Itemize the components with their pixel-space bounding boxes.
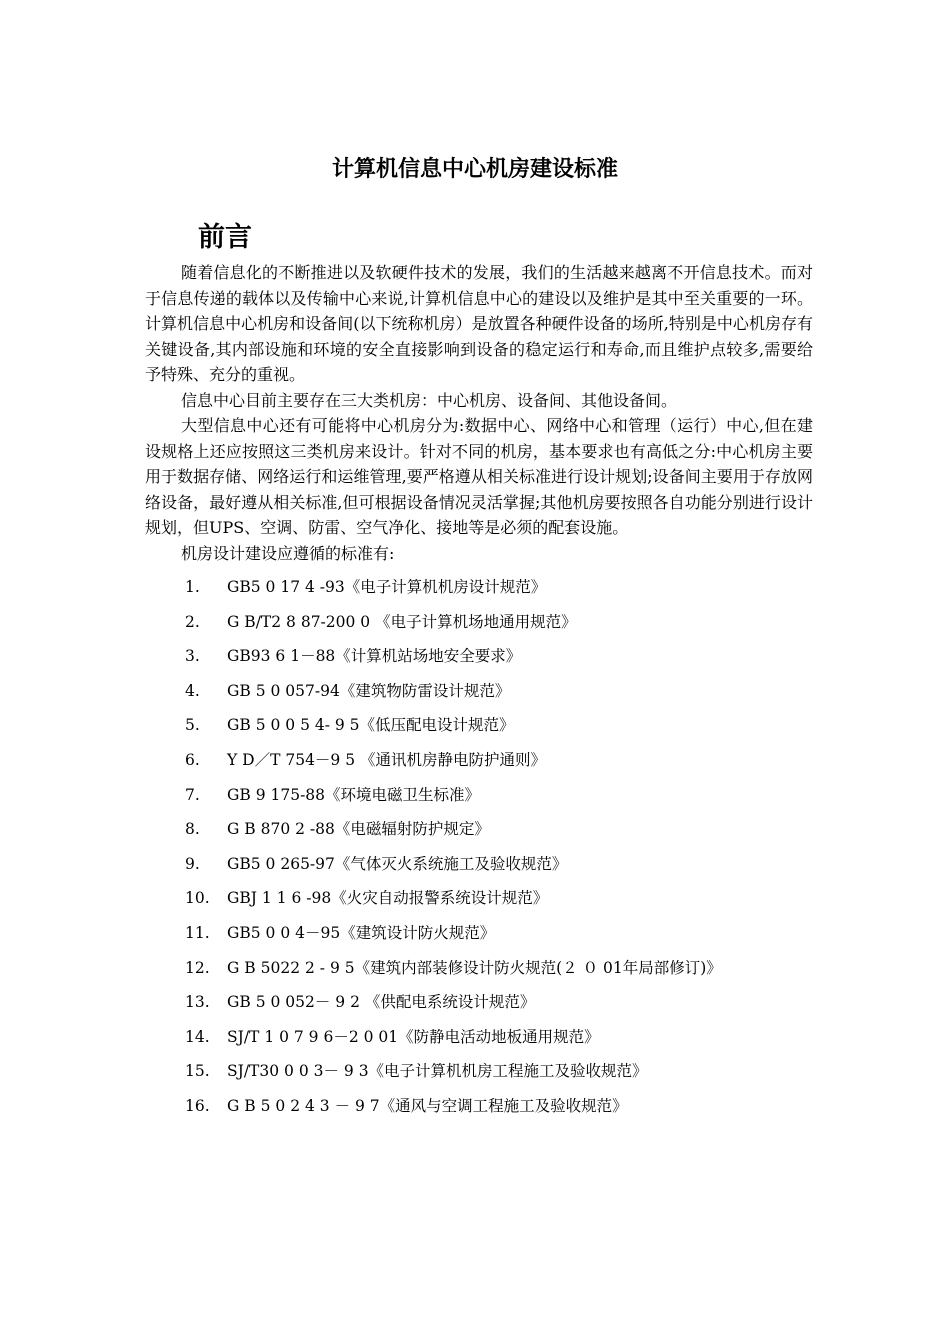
list-item-number: 14. xyxy=(185,1027,210,1046)
list-item-text: GB 5 0 057-94《建筑物防雷设计规范》 xyxy=(227,681,511,700)
paragraph-intro: 随着信息化的不断推进以及软硬件技术的发展，我们的生活越来越离不开信息技术。而对于信息传递的载体以及传输中心来说,计算机信息中心的建设以及维护是其中至关重要的一环。计算机信息中心机房和设备间(以下统称机房）是放置各种硬件设备的场所,特别是中心机房存有关键设备,其内部设施和环境的安全直接影响到设备的稳定运行和寿命,而且维护点较多,需要给予特殊、充分的重视。 xyxy=(145,263,813,384)
list-item xyxy=(145,812,813,847)
list-item xyxy=(145,674,813,709)
list-item-number: 2. xyxy=(185,612,200,631)
list-item xyxy=(145,881,813,916)
list-item xyxy=(145,605,813,640)
paragraph-large-centers: 大型信息中心还有可能将中心机房分为:数据中心、网络中心和管理（运行）中心,但在建设规格上还应按照这三类机房来设计。针对不同的机房，基本要求也有高低之分:中心机房主要用于数据存储、网络运行和运维管理,要严格遵从相关标准进行设计规划;设备间主要用于存放网络设备，最好遵从相关标准,但可根据设备情况灵活掌握;其他机房要按照各自功能分别进行设计规划，但UPS、空调、防雷、空气净化、接地等是必须的配套设施。 xyxy=(145,416,813,537)
list-item xyxy=(145,778,813,813)
list-item-text: G B 870 2 -88《电磁辐射防护规定》 xyxy=(227,820,490,839)
list-item xyxy=(145,743,813,778)
list-item-number: 11. xyxy=(185,923,210,942)
list-item-text: G B 5022 2 - 9 5《建筑内部装修设计防火规范(２ ０ 01年局部修订)》 xyxy=(227,958,722,977)
list-item xyxy=(145,847,813,882)
list-item-number: 3. xyxy=(185,647,200,666)
list-item-text: GB 5 0 0 5 4- 9 5《低压配电设计规范》 xyxy=(227,716,515,735)
list-item-number: 5. xyxy=(185,716,200,735)
list-item xyxy=(145,1020,813,1055)
list-item-number: 12. xyxy=(185,958,210,977)
standards-list xyxy=(145,570,813,1124)
list-item xyxy=(145,639,813,674)
list-item xyxy=(145,951,813,986)
list-item-text: G B 5 0 2 4 3 － 9 7《通风与空调工程施工及验收规范》 xyxy=(227,1096,628,1115)
list-item-text: GB 9 175-88《环境电磁卫生标准》 xyxy=(227,785,481,804)
list-item-number: 10. xyxy=(185,889,210,908)
list-item-number: 9. xyxy=(185,854,200,873)
list-item xyxy=(145,916,813,951)
page-title: 计算机信息中心机房建设标准 xyxy=(331,157,618,182)
list-item-text: GB5 0 265-97《气体灭火系统施工及验收规范》 xyxy=(227,854,568,873)
list-item-number: 13. xyxy=(185,993,210,1012)
list-item-number: 6. xyxy=(185,750,200,769)
paragraph-standards-intro: 机房设计建设应遵循的标准有: xyxy=(181,543,395,563)
list-item-number: 4. xyxy=(185,681,200,700)
list-item-number: 1. xyxy=(185,578,200,596)
list-item-text: SJ/T 1 0 7 9 6－2 0 01《防静电活动地板通用规范》 xyxy=(227,1027,600,1046)
list-item-text: GB5 0 17 4 -93《电子计算机机房设计规范》 xyxy=(227,578,547,596)
list-item xyxy=(145,1089,813,1124)
list-item-number: 7. xyxy=(185,785,200,804)
list-item-text: G B/T2 8 87-200 0 《电子计算机场地通用规范》 xyxy=(227,612,577,631)
list-item xyxy=(145,570,813,605)
list-item xyxy=(145,985,813,1020)
list-item-text: GB5 0 0 4－95《建筑设计防火规范》 xyxy=(227,923,496,942)
list-item-text: Y D／T 754－9 5 《通讯机房静电防护通则》 xyxy=(227,750,547,769)
list-item-text: GB 5 0 052－ 9 2 《供配电系统设计规范》 xyxy=(227,993,536,1012)
paragraph-room-types: 信息中心目前主要存在三大类机房：中心机房、设备间、其他设备间。 xyxy=(181,390,678,410)
list-item-text: SJ/T30 0 0 3－ 9 3《电子计算机机房工程施工及验收规范》 xyxy=(227,1062,648,1081)
list-item xyxy=(145,1054,813,1089)
list-item xyxy=(145,708,813,743)
list-item-number: 8. xyxy=(185,820,200,839)
list-item-number: 16. xyxy=(185,1096,210,1115)
section-heading-preface: 前言 xyxy=(198,222,252,253)
list-item-text: GBJ 1 1 6 -98《火灾自动报警系统设计规范》 xyxy=(227,889,549,908)
list-item-text: GB93 6 1－88《计算机站场地安全要求》 xyxy=(227,647,522,666)
list-item-number: 15. xyxy=(185,1062,210,1081)
document-body xyxy=(145,260,813,1124)
